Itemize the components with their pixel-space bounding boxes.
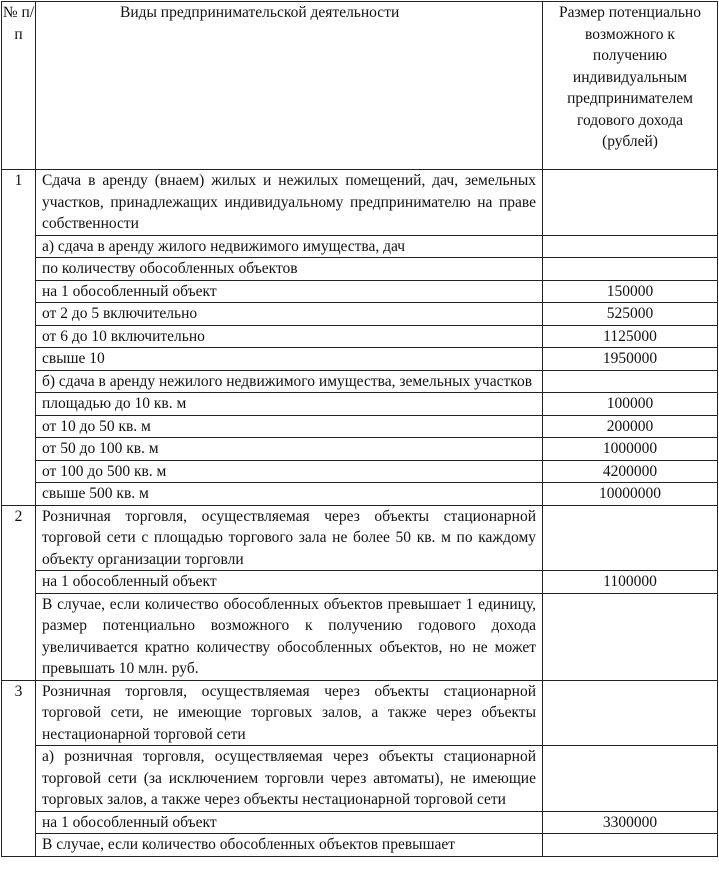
table-row	[2, 438, 718, 461]
table-row	[2, 571, 718, 594]
income-value	[543, 834, 718, 857]
activity-description: на 1 обособленный объект	[36, 280, 543, 303]
income-value	[543, 170, 718, 236]
activity-description: В случае, если количество обособленных объектов превышает 1 единицу, размер потенциально возможного к получению годового дохода увеличивается кратно количеству обособленных объектов, но не может превышать 10 млн. руб.	[36, 593, 543, 680]
income-value: 525000	[543, 303, 718, 326]
header-activity-type: Виды предпринимательской деятельности	[36, 2, 543, 170]
row-number: 2	[2, 505, 36, 680]
income-value: 1950000	[543, 348, 718, 371]
table-row	[2, 593, 718, 680]
table-row	[2, 415, 718, 438]
table-row	[2, 460, 718, 483]
table-row	[2, 483, 718, 506]
table-row	[2, 235, 718, 258]
table-row	[2, 303, 718, 326]
table-row	[2, 258, 718, 281]
table-row	[2, 170, 718, 236]
income-value: 1100000	[543, 571, 718, 594]
activity-description: площадью до 10 кв. м	[36, 393, 543, 416]
table-row	[2, 834, 718, 857]
income-value: 100000	[543, 393, 718, 416]
row-number: 3	[2, 680, 36, 856]
activity-description: на 1 обособленный объект	[36, 811, 543, 834]
income-value	[543, 258, 718, 281]
table-row	[2, 280, 718, 303]
table-row	[2, 348, 718, 371]
table-body	[2, 170, 718, 857]
income-value: 4200000	[543, 460, 718, 483]
row-number: 1	[2, 170, 36, 506]
activity-description: на 1 обособленный объект	[36, 571, 543, 594]
activity-description: от 50 до 100 кв. м	[36, 438, 543, 461]
income-value	[543, 505, 718, 571]
activity-description: а) сдача в аренду жилого недвижимого имущества, дач	[36, 235, 543, 258]
activity-description: Розничная торговля, осуществляемая через объекты стационарной торговой сети с площадью торгового зала не более 50 кв. м по каждому объекту организации торговли	[36, 505, 543, 571]
table-row	[2, 325, 718, 348]
table-row	[2, 680, 718, 746]
table-row	[2, 393, 718, 416]
income-value: 1125000	[543, 325, 718, 348]
table-row	[2, 370, 718, 393]
header-income-size: Размер потенциально возможного к получению индивидуальным предпринимателем годового дохода (рублей)	[543, 2, 718, 170]
activity-description: от 100 до 500 кв. м	[36, 460, 543, 483]
activity-description: В случае, если количество обособленных объектов превышает	[36, 834, 543, 857]
income-value: 1000000	[543, 438, 718, 461]
table-row	[2, 811, 718, 834]
income-value	[543, 680, 718, 746]
activity-description: по количеству обособленных объектов	[36, 258, 543, 281]
activity-description: Розничная торговля, осуществляемая через объекты стационарной торговой сети, не имеющие торговых залов, а также через объекты нестационарной торговой сети	[36, 680, 543, 746]
activity-description: Сдача в аренду (внаем) жилых и нежилых помещений, дач, земельных участков, принадлежащих индивидуальному предпринимателю на праве собственности	[36, 170, 543, 236]
activity-description: свыше 10	[36, 348, 543, 371]
activity-description: а) розничная торговля, осуществляемая через объекты стационарной торговой сети (за исключением торговли через автоматы), не имеющие торговых залов, а также через объекты нестационарной торговой сети	[36, 746, 543, 812]
income-value: 150000	[543, 280, 718, 303]
activity-description: б) сдача в аренду нежилого недвижимого имущества, земельных участков	[36, 370, 543, 393]
activity-description: от 2 до 5 включительно	[36, 303, 543, 326]
table-row	[2, 505, 718, 571]
income-table	[1, 1, 718, 857]
income-value: 10000000	[543, 483, 718, 506]
income-value	[543, 235, 718, 258]
activity-description: от 10 до 50 кв. м	[36, 415, 543, 438]
income-value	[543, 370, 718, 393]
income-value: 200000	[543, 415, 718, 438]
income-value	[543, 593, 718, 680]
activity-description: от 6 до 10 включительно	[36, 325, 543, 348]
activity-description: свыше 500 кв. м	[36, 483, 543, 506]
income-value	[543, 746, 718, 812]
table-row	[2, 746, 718, 812]
table-header	[2, 2, 718, 170]
income-value: 3300000	[543, 811, 718, 834]
header-number: № п/ п	[2, 2, 36, 170]
